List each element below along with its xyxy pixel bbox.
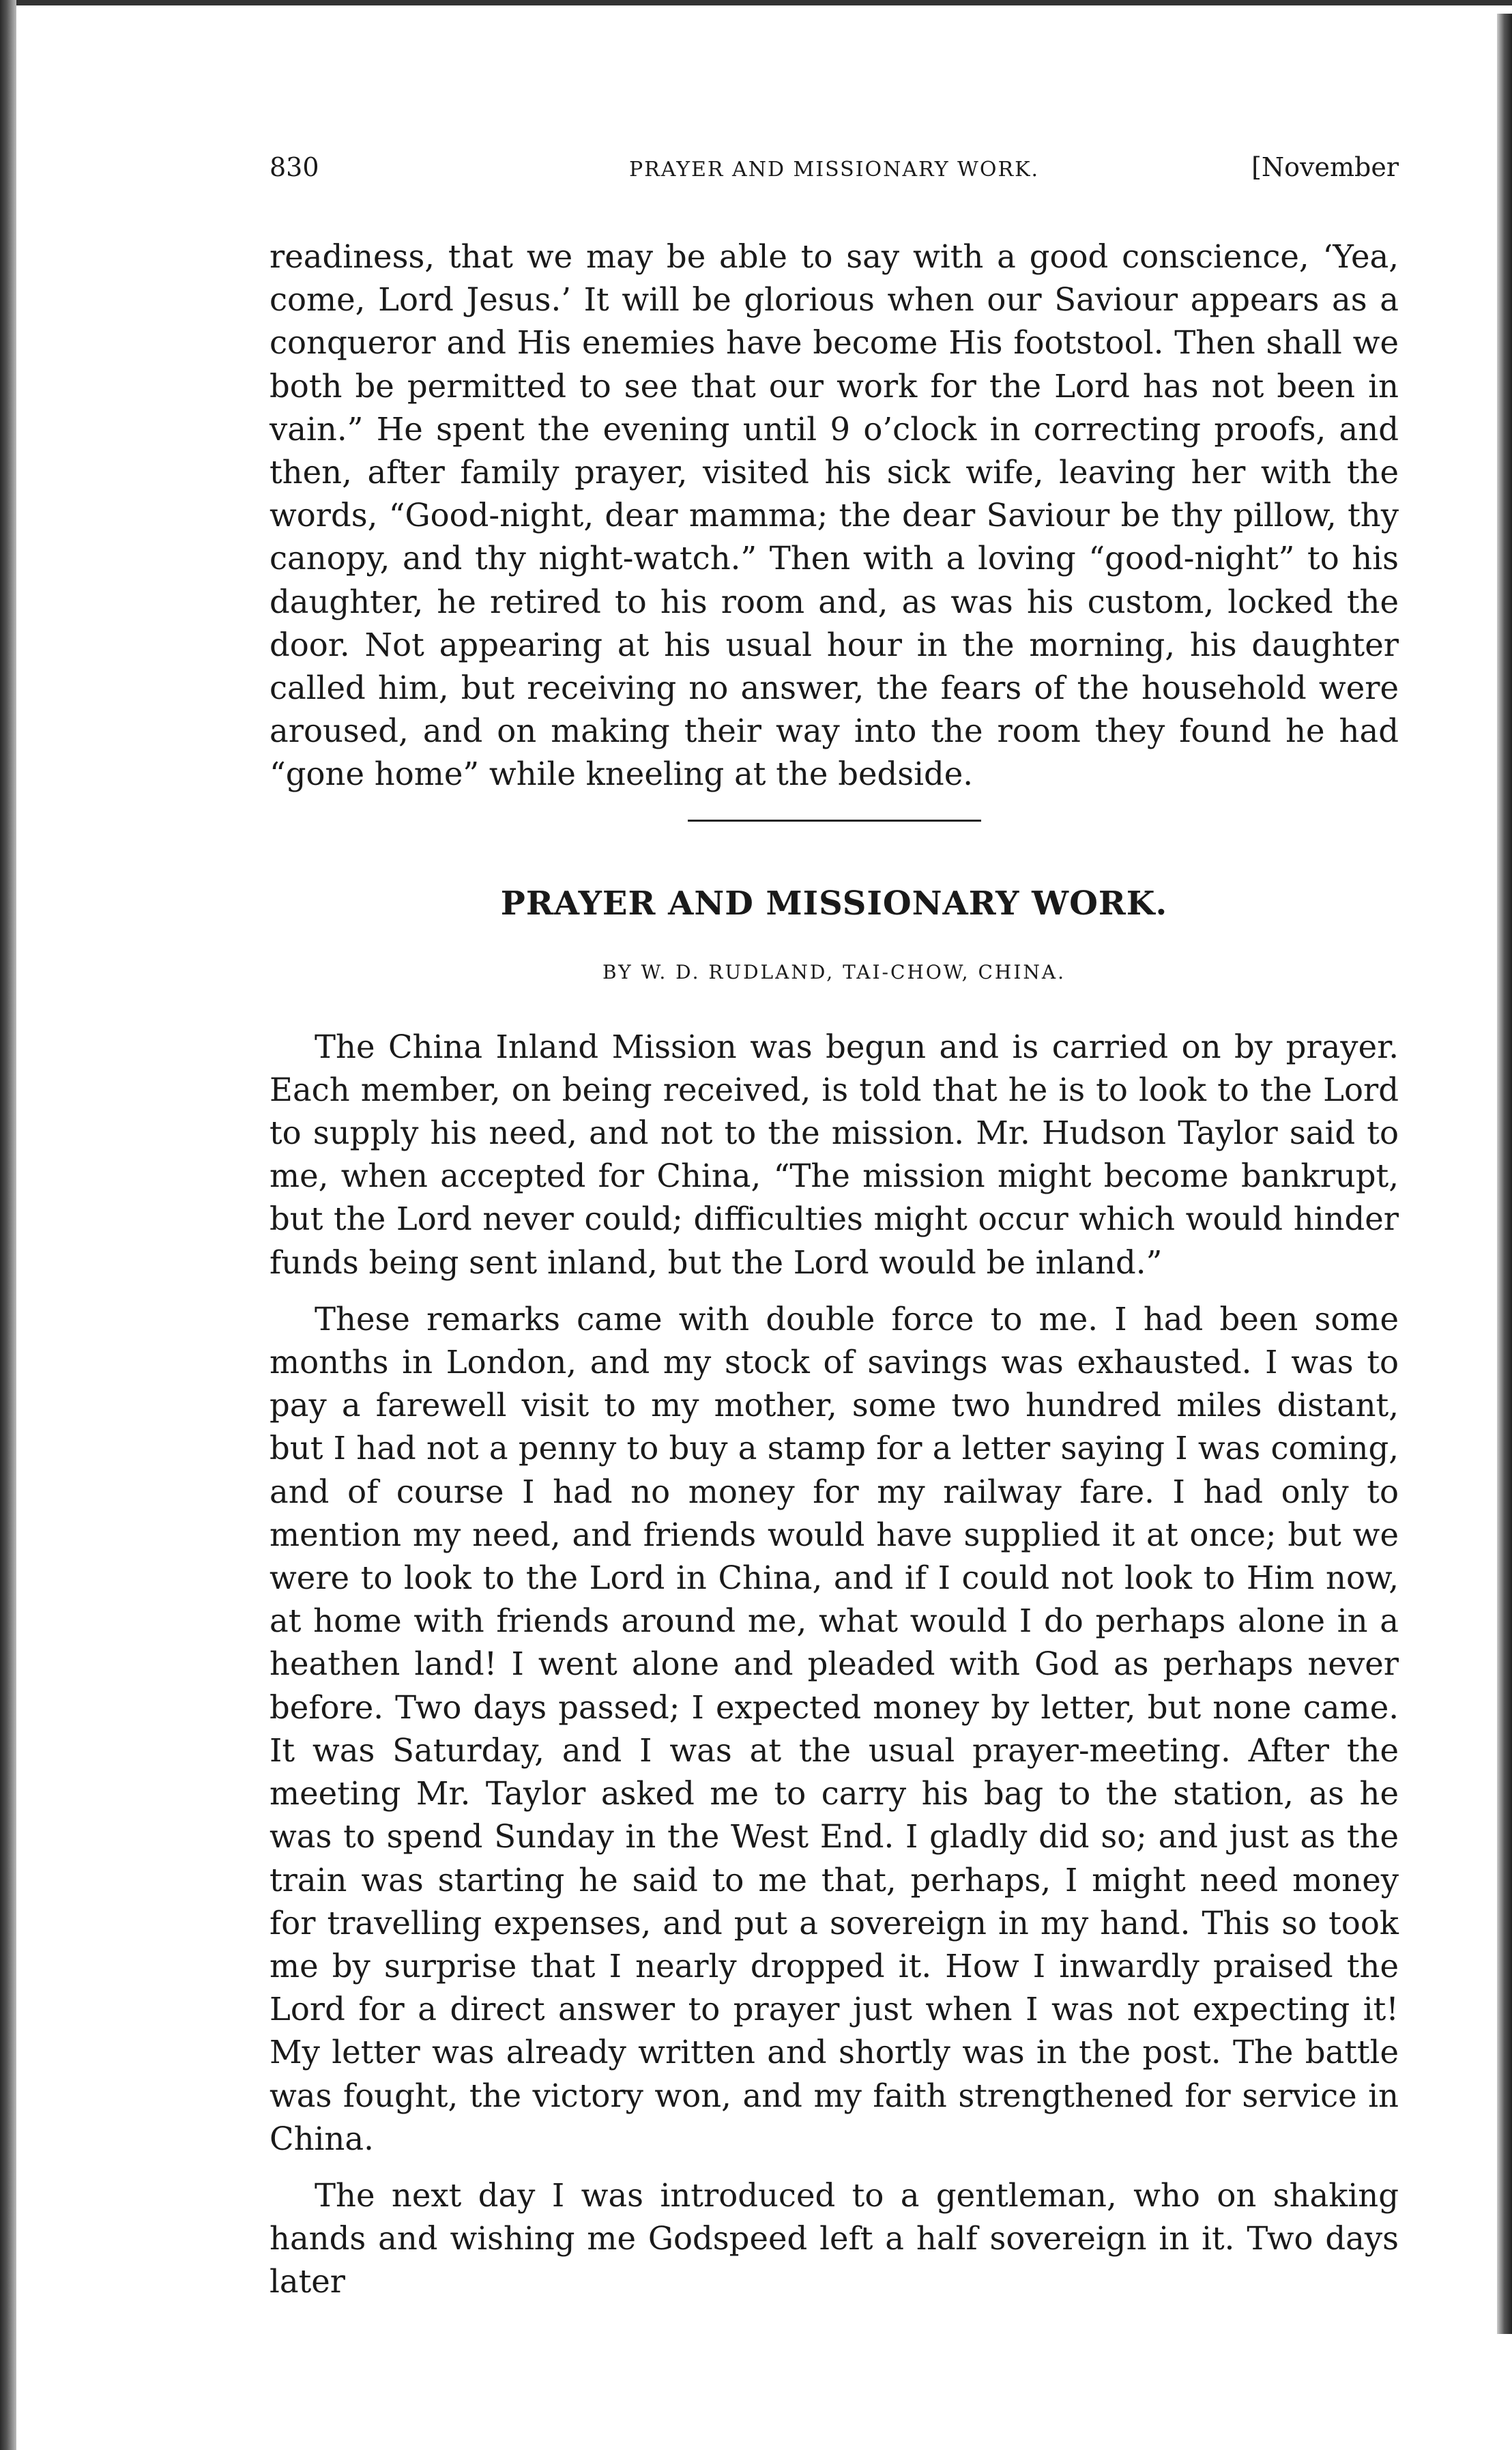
continued-paragraph: readiness, that we may be able to say with a good conscience, ‘Yea, come, Lord Jesus.’ It will be glorious when our Saviour appears as a conqueror and His enemies have become His footstool. Then shall we both be permitted to see that our work for the Lord has not been in vain.” He spent the evening until 9 o’clock in correcting proofs, and then, after family prayer, visited his sick wife, leaving her with the words, “Good-night, dear mamma; the dear Saviour be thy pillow, thy canopy, and thy night-watch.” Then with a loving “good-night” to his daughter, he retired to his room and, as was his custom, locked the door. Not appearing at his usual hour in the morning, his daughter called him, but receiving no answer, the fears of the household were aroused, and on making their way into the room they found he had “gone home” while kneeling at the bedside. — [270, 238, 1399, 793]
running-header — [270, 147, 1399, 194]
body-paragraph: The next day I was introduced to a gentleman, who on shaking hands and wishing me Godspeed left a half sovereign in it. Two days later — [270, 2176, 1399, 2301]
scan-right-edge — [1497, 14, 1512, 2334]
body-paragraph: The China Inland Mission was begun and is carried on by prayer. Each member, on being received, is told that he is to look to the Lord to supply his need, and not to the mission. Mr. Hudson Taylor said to me, when accepted for China, “The mission might become bankrupt, but the Lord never could; difficulties might occur which would hinder funds being sent inland, but the Lord would be inland.” — [270, 1028, 1399, 1281]
running-title: PRAYER AND MISSIONARY WORK. — [628, 158, 1040, 182]
scan-left-edge — [0, 0, 16, 2450]
book-page — [270, 147, 1399, 2304]
section-divider — [688, 820, 981, 822]
running-month: [November — [1251, 152, 1399, 182]
scan-top-border — [0, 0, 1512, 5]
article-title: PRAYER AND MISSIONARY WORK. — [500, 884, 1168, 923]
page-number: 830 — [270, 152, 319, 182]
article-byline: BY W. D. RUDLAND, TAI-CHOW, CHINA. — [602, 960, 1066, 983]
body-paragraph: These remarks came with double force to me. I had been some months in London, and my stock of savings was exhausted. I was to pay a farewell visit to my mother, some two hundred miles distant, but I had not a penny to buy a stamp for a letter saying I was coming, and of course I had no money for my railway fare. I had only to mention my need, and friends would have supplied it at once; but we were to look to the Lord in China, and if I could not look to Him now, at home with friends around me, what would I do perhaps alone in a heathen land! I went alone and pleaded with God as perhaps never before. Two days passed; I expected money by letter, but none came. It was Saturday, and I was at the usual prayer-meeting. After the meeting Mr. Taylor asked me to carry his bag to the station, as he was to spend Sunday in the West End. I gladly did so; and just as the train was starting he said to me that, perhaps, I might need money for travelling expenses, and put a sovereign in my hand. This so took me by surprise that I nearly dropped it. How I inwardly praised the Lord for a direct answer to prayer just when I was not expecting it! My letter was already written and shortly was in the post. The battle was fought, the victory won, and my faith strengthened for service in China. — [270, 1300, 1399, 2157]
